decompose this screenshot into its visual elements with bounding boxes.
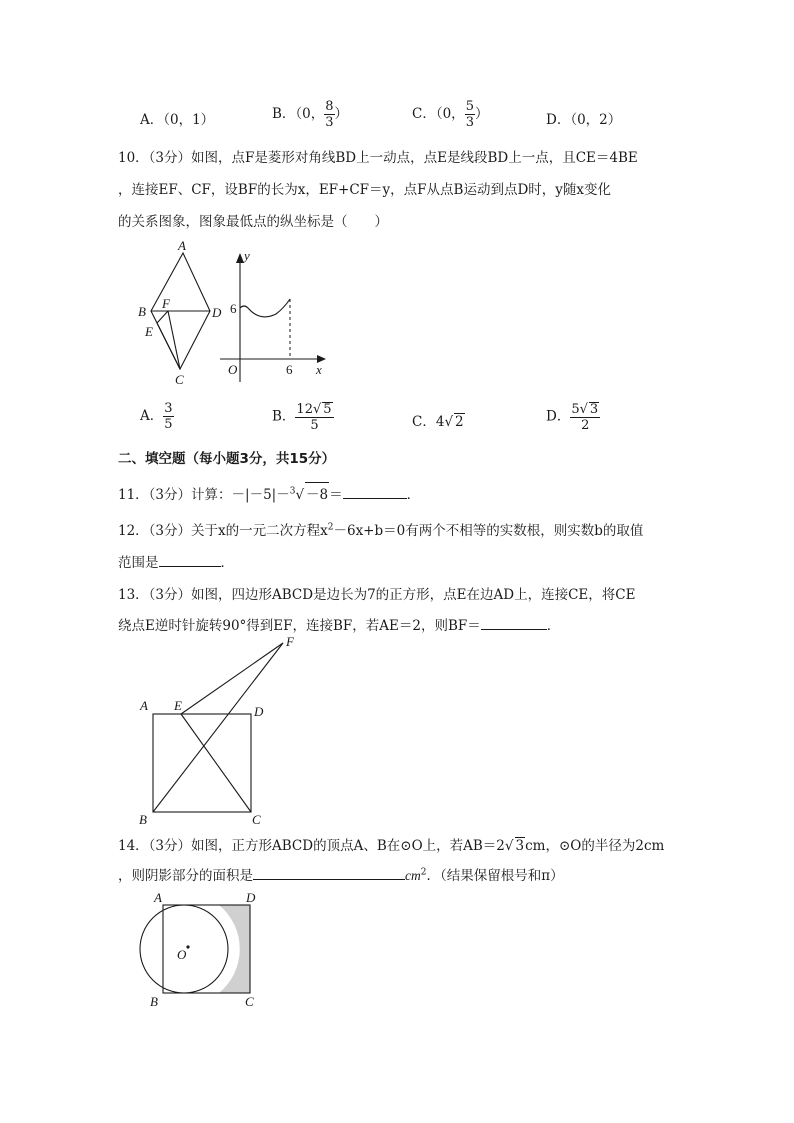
- q13-label-f: F: [286, 634, 294, 649]
- q13-square-figure: [134, 632, 304, 828]
- q14-label-o: O: [177, 947, 187, 962]
- q10-option-a: A． $\frac{3}{5}$: [140, 401, 173, 432]
- q13-line1: 13．（3分）如图，四边形ABCD是边长为7的正方形，点E在边AD上，连接CE，将CE: [118, 587, 636, 603]
- q10-option-d: D． $\frac{5√ 3}{2}$: [546, 402, 599, 433]
- q12-line2: 范围是 ．: [118, 555, 234, 571]
- q13-label-a: A: [140, 698, 148, 713]
- q14-line2: ，则阴影部分的面积是 $cm^2$．（结果保留根号和π）: [118, 867, 564, 884]
- q10-label-d: D: [212, 305, 222, 320]
- q10-line3: 的关系图象，图象最低点的纵坐标是（ ）: [118, 214, 388, 230]
- q10-graph-y-label: y: [244, 248, 250, 263]
- q14-line1: 14．（3分）如图，正方形ABCD的顶点A、B在⊙O上，若AB＝2√ 3cm，⊙O的半径为2cm: [118, 838, 665, 854]
- q10-line1: 10．（3分）如图，点F是菱形对角线BD上一动点，点E是线段BD上一点，且CE＝4BE: [118, 150, 638, 166]
- section2-title: 二、填空题（每小题3分，共15分）: [118, 451, 336, 467]
- q10-graph-x-label: x: [316, 362, 322, 377]
- q14-label-d: D: [246, 890, 256, 905]
- q9-option-c: C．（0， $\frac{5}{3}$ ）: [412, 99, 489, 130]
- q13-answer-blank[interactable]: [481, 617, 547, 630]
- q10-graph-origin-label: O: [228, 362, 238, 377]
- q10-rhombus-figure: [134, 236, 230, 388]
- q14-answer-blank[interactable]: [253, 867, 405, 880]
- q9-option-b: B．（0， $\frac{8}{3}$ ）: [272, 99, 349, 130]
- q10-label-e: E: [145, 324, 153, 339]
- q13-label-e: E: [174, 698, 182, 713]
- q14-label-a: A: [154, 890, 162, 905]
- q10-label-a: A: [178, 238, 186, 253]
- q10-label-b: B: [138, 304, 146, 319]
- q12-answer-blank[interactable]: [159, 554, 221, 567]
- q13-label-c: C: [252, 812, 261, 827]
- q14-label-b: B: [150, 994, 158, 1008]
- q10-label-f: F: [162, 296, 170, 311]
- q9-option-a: A．（0，1）: [140, 112, 215, 128]
- q14-circle-square-figure: [134, 886, 264, 1008]
- q10-graph: [218, 244, 330, 386]
- q10-option-b: B． $\frac{12√ 5}{5}$: [272, 402, 332, 433]
- q10-graph-x-tick: 6: [286, 362, 293, 377]
- q10-graph-y-tick: 6: [230, 301, 237, 316]
- q10-label-c: C: [175, 372, 184, 387]
- q13-line2: 绕点E逆时针旋转90°得到EF，连接BF，若AE＝2，则BF＝ ．: [118, 618, 561, 634]
- q13-label-b: B: [139, 812, 147, 827]
- q10-option-c: C．4√ 2: [412, 414, 464, 430]
- q10-line2: ，连接EF、CF，设BF的长为x，EF+CF＝y，点F从点B运动到点D时，y随x变化: [118, 182, 612, 198]
- q9-option-d: D．（0，2）: [546, 112, 622, 128]
- q12-line1: 12．（3分）关于x的一元二次方程$x^2-6x+b=0$有两个不相等的实数根，则实数b的取值: [118, 522, 644, 539]
- q11: 11．（3分）计算：－|－5|－$^3$√ －8＝ ．: [118, 482, 420, 503]
- q13-label-d: D: [254, 704, 264, 719]
- q11-answer-blank[interactable]: [343, 486, 407, 499]
- q14-label-c: C: [245, 994, 254, 1008]
